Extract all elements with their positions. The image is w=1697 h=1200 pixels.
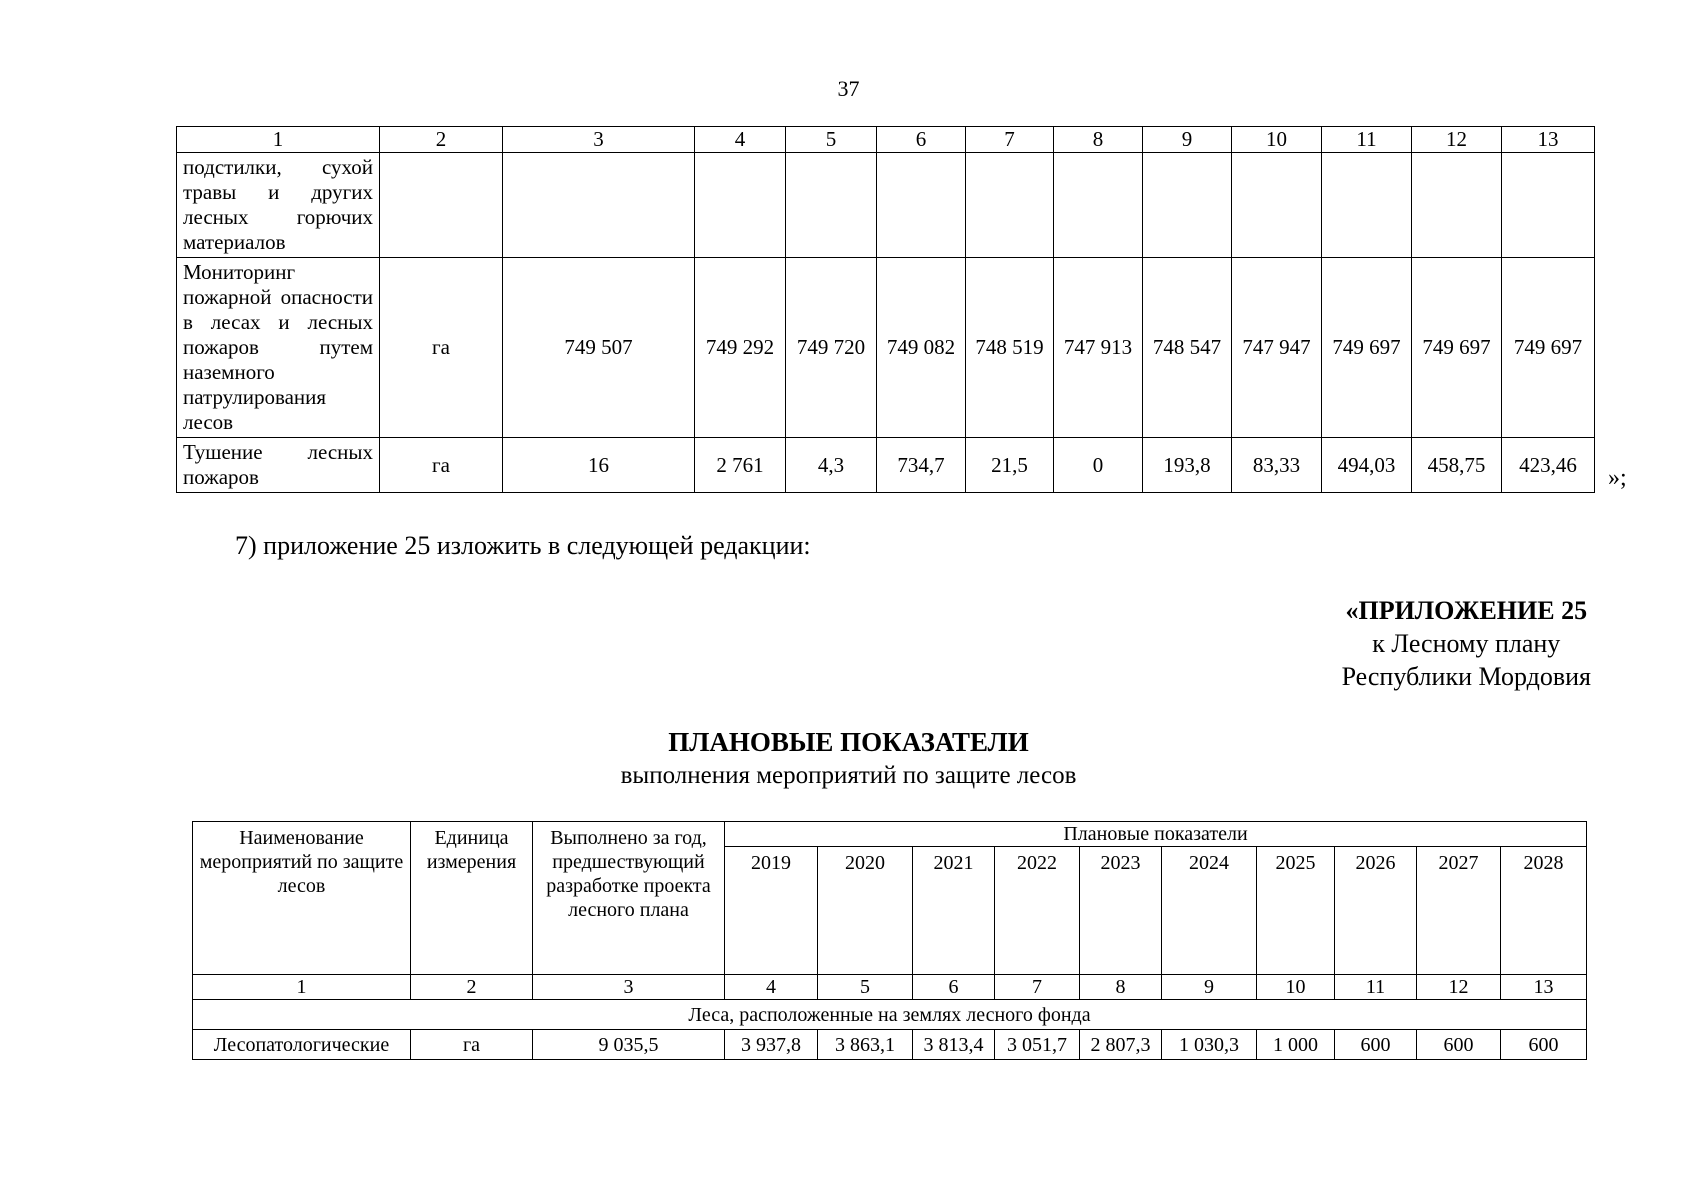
header-cell: 4 (695, 127, 786, 153)
year-header: 2025 (1257, 847, 1335, 975)
value-cell (1322, 153, 1412, 258)
number-cell: 1 (193, 975, 411, 1000)
year-header: 2020 (818, 847, 913, 975)
value-cell: 747 947 (1232, 258, 1322, 438)
table-row (193, 1030, 1587, 1060)
value-cell (1232, 153, 1322, 258)
year-header: 2019 (725, 847, 818, 975)
value-cell: 749 720 (786, 258, 877, 438)
section-header: Леса, расположенные на землях лесного фонда (193, 1000, 1587, 1030)
number-cell: 5 (818, 975, 913, 1000)
value-cell: 3 051,7 (995, 1030, 1080, 1060)
column-number-row (177, 127, 1595, 153)
value-cell (695, 153, 786, 258)
unit-cell: га (380, 438, 503, 493)
header-cell: 5 (786, 127, 877, 153)
value-cell (1143, 153, 1232, 258)
value-cell: 600 (1335, 1030, 1417, 1060)
number-cell: 13 (1501, 975, 1587, 1000)
document-title: ПЛАНОВЫЕ ПОКАЗАТЕЛИ (668, 727, 1029, 757)
table-row (177, 153, 1595, 258)
year-header: 2027 (1417, 847, 1501, 975)
number-cell: 2 (411, 975, 533, 1000)
value-cell: 748 519 (966, 258, 1054, 438)
number-cell: 12 (1417, 975, 1501, 1000)
section-row (193, 1000, 1587, 1030)
number-cell: 6 (913, 975, 995, 1000)
value-cell: 3 937,8 (725, 1030, 818, 1060)
header-cell: 7 (966, 127, 1054, 153)
value-cell (1412, 153, 1502, 258)
document-subtitle: выполнения мероприятий по защите лесов (620, 762, 1077, 789)
value-cell: 600 (1417, 1030, 1501, 1060)
value-cell: 193,8 (1143, 438, 1232, 493)
planned-indicators-header: Плановые показатели (725, 822, 1587, 847)
value-cell: 1 000 (1257, 1030, 1335, 1060)
previous-year-column-header: Выполнено за год, предшествующий разработке проекта лесного плана (533, 822, 725, 975)
value-cell: 749 697 (1322, 258, 1412, 438)
value-cell (786, 153, 877, 258)
amendment-paragraph: 7) приложение 25 изложить в следующей редакции: (235, 531, 811, 560)
header-cell: 1 (177, 127, 380, 153)
header-cell: 2 (380, 127, 503, 153)
number-cell: 4 (725, 975, 818, 1000)
activity-name-cell: Тушение лесных пожаров (177, 438, 380, 493)
activity-column-header: Наименование мероприятий по защите лесов (193, 822, 411, 975)
year-header: 2022 (995, 847, 1080, 975)
value-cell: 4,3 (786, 438, 877, 493)
value-cell: 748 547 (1143, 258, 1232, 438)
number-cell: 3 (533, 975, 725, 1000)
year-header: 2028 (1501, 847, 1587, 975)
value-cell: 0 (1054, 438, 1143, 493)
number-cell: 9 (1162, 975, 1257, 1000)
value-cell: 600 (1501, 1030, 1587, 1060)
year-header: 2024 (1162, 847, 1257, 975)
unit-column-header: Единица измерения (411, 822, 533, 975)
value-cell: 2 807,3 (1080, 1030, 1162, 1060)
value-cell: 9 035,5 (533, 1030, 725, 1060)
header-cell: 13 (1502, 127, 1595, 153)
value-cell (966, 153, 1054, 258)
value-cell: 747 913 (1054, 258, 1143, 438)
value-cell: 21,5 (966, 438, 1054, 493)
header-cell: 11 (1322, 127, 1412, 153)
header-cell: 12 (1412, 127, 1502, 153)
value-cell (877, 153, 966, 258)
value-cell: 749 292 (695, 258, 786, 438)
value-cell: 749 697 (1412, 258, 1502, 438)
header-cell: 3 (503, 127, 695, 153)
header-cell: 9 (1143, 127, 1232, 153)
number-cell: 7 (995, 975, 1080, 1000)
header-cell: 8 (1054, 127, 1143, 153)
unit-cell (380, 153, 503, 258)
appendix-header (1342, 594, 1591, 693)
value-cell: 749 697 (1502, 258, 1595, 438)
value-cell: 423,46 (1502, 438, 1595, 493)
value-cell (1502, 153, 1595, 258)
activity-name-cell: Мониторинг пожарной опасности в лесах и лесных пожаров путем наземного патрулирования лесов (177, 258, 380, 438)
activity-name-cell: подстилки, сухой травы и других лесных горючих материалов (177, 153, 380, 258)
year-header: 2021 (913, 847, 995, 975)
number-cell: 8 (1080, 975, 1162, 1000)
closing-quote: »; (1608, 465, 1627, 491)
appendix-line: Республики Мордовия (1341, 662, 1591, 691)
value-cell: 749 082 (877, 258, 966, 438)
appendix-title: «ПРИЛОЖЕНИЕ 25 (1345, 596, 1588, 625)
page-number: 37 (837, 76, 860, 101)
value-cell (1054, 153, 1143, 258)
value-cell (503, 153, 695, 258)
unit-cell: га (380, 258, 503, 438)
header-row (193, 822, 1587, 847)
header-cell: 10 (1232, 127, 1322, 153)
year-header: 2026 (1335, 847, 1417, 975)
year-header: 2023 (1080, 847, 1162, 975)
value-cell: 749 507 (503, 258, 695, 438)
table-row (177, 258, 1595, 438)
value-cell: 494,03 (1322, 438, 1412, 493)
number-cell: 10 (1257, 975, 1335, 1000)
continued-table (176, 126, 1595, 493)
value-cell: 734,7 (877, 438, 966, 493)
value-cell: 458,75 (1412, 438, 1502, 493)
column-number-row (193, 975, 1587, 1000)
header-cell: 6 (877, 127, 966, 153)
planned-indicators-table (192, 821, 1587, 1060)
appendix-line: к Лесному плану (1372, 629, 1561, 658)
number-cell: 11 (1335, 975, 1417, 1000)
unit-cell: га (411, 1030, 533, 1060)
value-cell: 83,33 (1232, 438, 1322, 493)
value-cell: 16 (503, 438, 695, 493)
value-cell: 1 030,3 (1162, 1030, 1257, 1060)
activity-name-cell: Лесопатологические (193, 1030, 411, 1060)
value-cell: 3 863,1 (818, 1030, 913, 1060)
value-cell: 2 761 (695, 438, 786, 493)
value-cell: 3 813,4 (913, 1030, 995, 1060)
table-row (177, 438, 1595, 493)
